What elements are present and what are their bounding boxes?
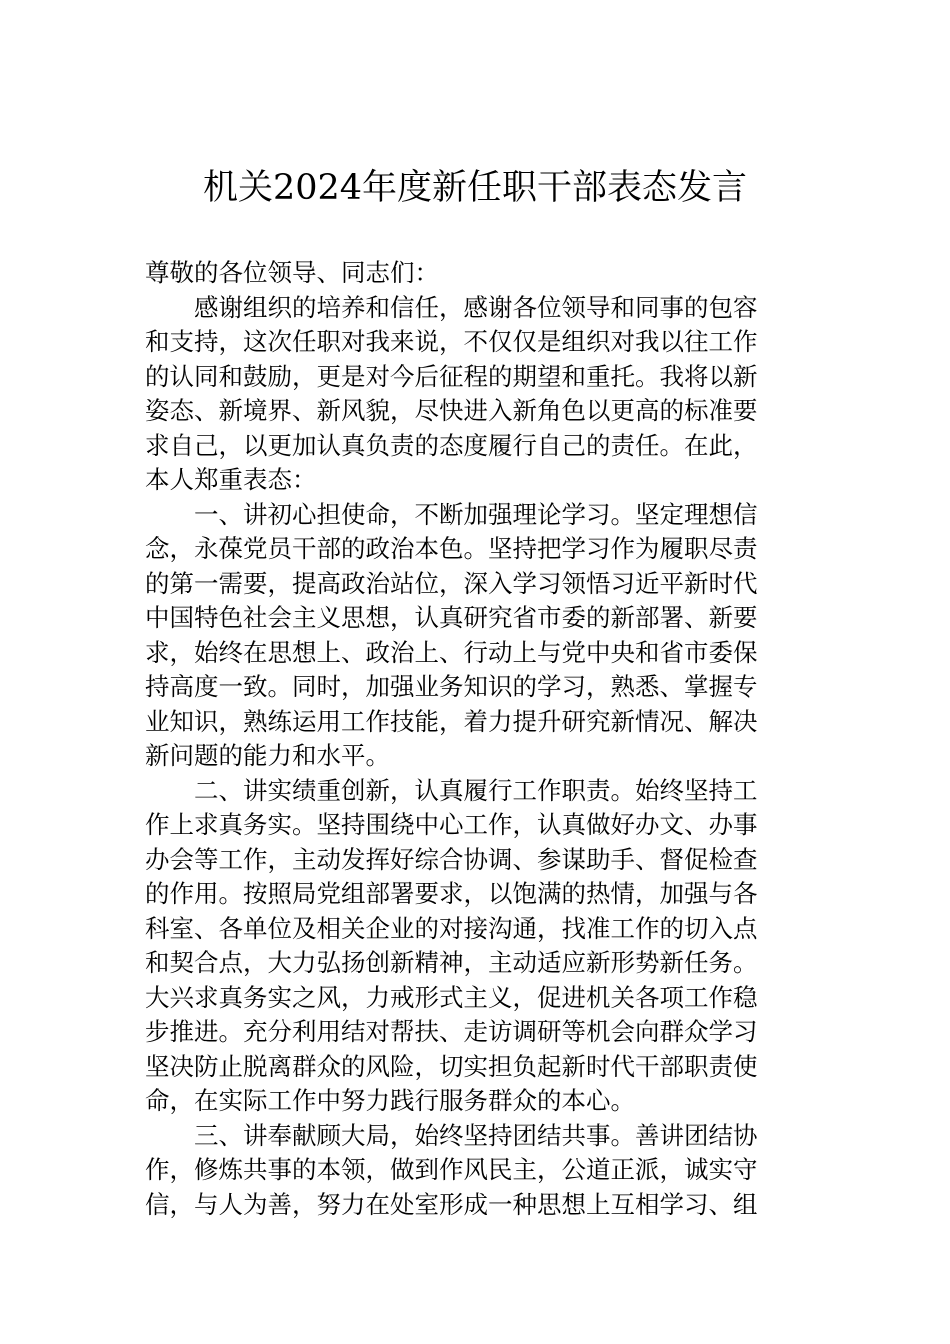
document-title: 机关2024年度新任职干部表态发言 (202, 168, 748, 208)
text-line: 办会等工作，主动发挥好综合协调、参谋助手、督促检查 (145, 844, 758, 874)
document-body (145, 256, 807, 1222)
section-two-heading-line: 二、讲实绩重创新，认真履行工作职责。始终坚持工 (194, 775, 758, 805)
text-line: 求自己，以更加认真负责的态度履行自己的责任。在此， (145, 430, 758, 460)
text-line: 科室、各单位及相关企业的对接沟通，找准工作的切入点 (145, 913, 758, 943)
text-line: 业知识，熟练运用工作技能，着力提升研究新情况、解决 (145, 706, 758, 736)
text-line: 的作用。按照局党组部署要求，以饱满的热情，加强与各 (145, 879, 758, 908)
text-line: 新问题的能力和水平。 (145, 741, 390, 770)
text-line: 和契合点，大力弘扬创新精神，主动适应新形势新任务。 (145, 948, 758, 977)
text-line: 感谢组织的培养和信任，感谢各位领导和同事的包容 (194, 292, 758, 322)
section-one-heading-line: 一、讲初心担使命，不断加强理论学习。坚定理想信 (194, 499, 758, 529)
text-line: 作，修炼共事的本领，做到作风民主，公道正派，诚实守 (145, 1155, 758, 1184)
text-line: 姿态、新境界、新风貌，尽快进入新角色以更高的标准要 (145, 396, 758, 425)
text-line: 作上求真务实。坚持围绕中心工作，认真做好办文、办事 (145, 810, 758, 839)
text-line: 本人郑重表态： (145, 465, 317, 494)
text-line: 步推进。充分利用结对帮扶、走访调研等机会向群众学习 (145, 1017, 758, 1046)
section-three-heading-line: 三、讲奉献顾大局，始终坚持团结共事。善讲团结协 (194, 1120, 758, 1150)
text-line: 和支持，这次任职对我来说，不仅仅是组织对我以往工作 (145, 327, 758, 356)
text-line: 大兴求真务实之风，力戒形式主义，促进机关各项工作稳 (145, 982, 758, 1012)
text-line: 坚决防止脱离群众的风险，切实担负起新时代干部职责使 (145, 1051, 758, 1081)
text-line: 的认同和鼓励，更是对今后征程的期望和重托。我将以新 (145, 361, 758, 391)
text-line: 命，在实际工作中努力践行服务群众的本心。 (145, 1086, 635, 1115)
text-line: 中国特色社会主义思想，认真研究省市委的新部署、新要 (145, 603, 758, 632)
text-line: 念，永葆党员干部的政治本色。坚持把学习作为履职尽责 (145, 534, 758, 563)
text-line: 求，始终在思想上、政治上、行动上与党中央和省市委保 (145, 637, 758, 667)
text-line: 的第一需要，提高政治站位，深入学习领悟习近平新时代 (145, 568, 758, 598)
text-line: 持高度一致。同时，加强业务知识的学习，熟悉、掌握专 (145, 672, 758, 701)
salutation-line: 尊敬的各位领导、同志们： (145, 258, 439, 287)
text-line: 信，与人为善，努力在处室形成一种思想上互相学习、组 (145, 1189, 758, 1219)
